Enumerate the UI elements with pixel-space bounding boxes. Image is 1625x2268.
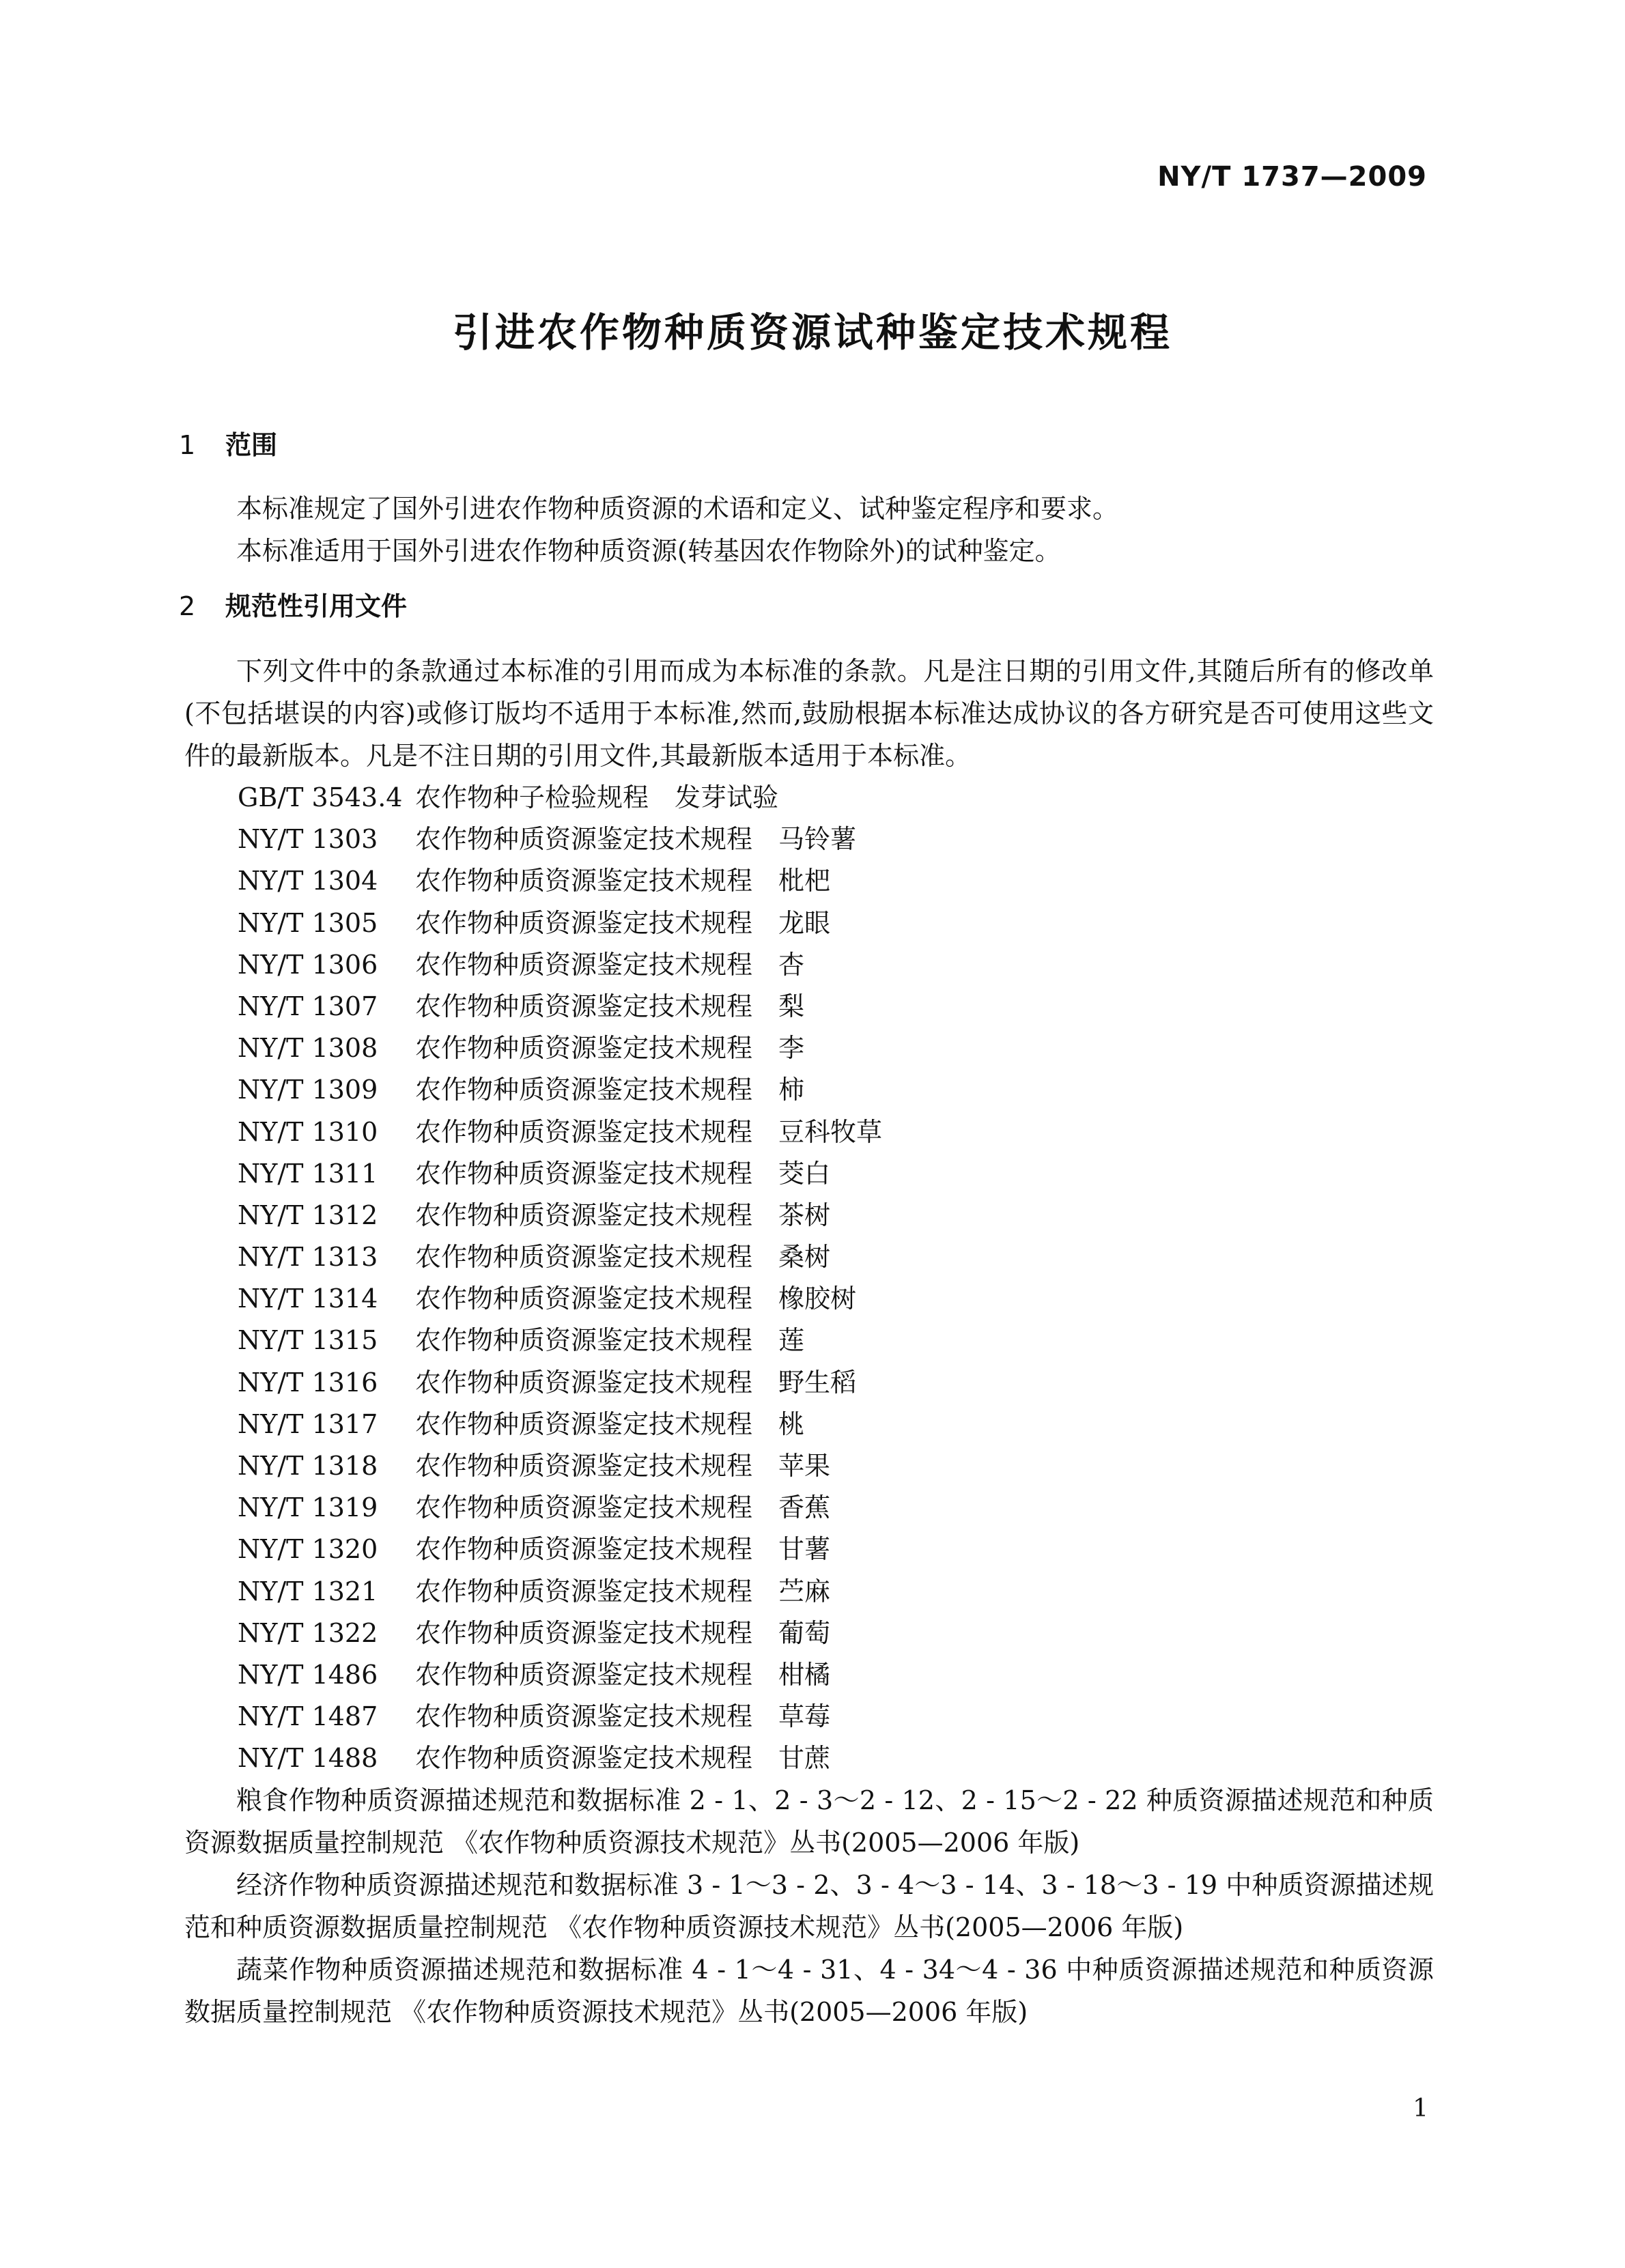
reference-subject: 龙眼 — [778, 907, 831, 938]
reference-item — [238, 1654, 882, 1696]
reference-title: 农作物种质资源鉴定技术规程 — [415, 1325, 753, 1356]
reference-code: NY/T 1309 — [238, 1075, 378, 1105]
reference-item — [238, 1153, 882, 1195]
reference-item — [238, 986, 882, 1027]
reference-title: 农作物种质资源鉴定技术规程 — [415, 1534, 753, 1565]
reference-title: 农作物种质资源鉴定技术规程 — [415, 1659, 753, 1690]
reference-code: NY/T 1487 — [238, 1701, 378, 1732]
reference-code: NY/T 1320 — [238, 1534, 378, 1565]
reference-item — [238, 1320, 882, 1361]
reference-title: 农作物种质资源鉴定技术规程 — [415, 1242, 753, 1273]
reference-title: 农作物种子检验规程 — [415, 782, 649, 812]
section-title: 规范性引用文件 — [225, 591, 408, 621]
reference-subject: 草莓 — [778, 1701, 831, 1732]
reference-code: NY/T 1306 — [238, 949, 378, 980]
reference-item — [238, 1738, 882, 1779]
reference-title: 农作物种质资源鉴定技术规程 — [415, 1743, 753, 1774]
additional-reference-1: 粮食作物种质资源描述规范和数据标准 2 - 1、2 - 3～2 - 12、2 - 15～2 - 22 种质资源描述规范和种质资源数据质量控制规范 《农作物种质资源技术规范》丛书(2005—2006 年版) — [184, 1785, 1434, 1858]
reference-code: NY/T 1304 — [238, 866, 378, 896]
section-heading-references — [179, 586, 407, 627]
reference-item — [238, 1529, 882, 1570]
reference-item — [238, 860, 882, 902]
additional-reference-3: 蔬菜作物种质资源描述规范和数据标准 4 - 1～4 - 31、4 - 34～4 - 36 中种质资源描述规范和种质资源数据质量控制规范 《农作物种质资源技术规范》丛书(2005—2006 年版) — [184, 1955, 1434, 2027]
reference-title: 农作物种质资源鉴定技术规程 — [415, 866, 753, 896]
reference-title: 农作物种质资源鉴定技术规程 — [415, 1576, 753, 1606]
reference-item — [238, 1362, 882, 1404]
reference-subject: 豆科牧草 — [778, 1116, 883, 1147]
reference-code: NY/T 1313 — [238, 1242, 378, 1273]
reference-code: NY/T 1315 — [238, 1325, 378, 1356]
reference-subject: 马铃薯 — [778, 824, 857, 855]
reference-title: 农作物种质资源鉴定技术规程 — [415, 1617, 753, 1648]
reference-subject: 桑树 — [778, 1242, 831, 1273]
reference-subject: 李 — [778, 1033, 805, 1064]
reference-code: GB/T 3543.4 — [238, 782, 403, 812]
document-title: 引进农作物种质资源试种鉴定技术规程 — [452, 309, 1172, 356]
section-number: 2 — [179, 591, 196, 621]
reference-item — [238, 777, 882, 819]
section-heading-scope — [179, 425, 277, 466]
reference-item — [238, 903, 882, 944]
reference-subject: 茭白 — [778, 1158, 831, 1189]
reference-subject: 葡萄 — [778, 1617, 831, 1648]
reference-subject: 柿 — [778, 1075, 805, 1105]
reference-title: 农作物种质资源鉴定技术规程 — [415, 1408, 753, 1439]
reference-item — [238, 1278, 882, 1320]
reference-subject: 茶树 — [778, 1200, 831, 1230]
reference-title: 农作物种质资源鉴定技术规程 — [415, 1158, 753, 1189]
reference-title: 农作物种质资源鉴定技术规程 — [415, 1451, 753, 1481]
reference-title: 农作物种质资源鉴定技术规程 — [415, 1492, 753, 1523]
reference-subject: 发芽试验 — [675, 782, 779, 812]
reference-item — [238, 1111, 882, 1153]
reference-title: 农作物种质资源鉴定技术规程 — [415, 1284, 753, 1314]
references-intro: 下列文件中的条款通过本标准的引用而成为本标准的条款。凡是注日期的引用文件,其随后所有的修改单(不包括堪误的内容)或修订版均不适用于本标准,然而,鼓励根据本标准达成协议的各方研究是否可使用这些文件的最新版本。凡是不注日期的引用文件,其最新版本适用于本标准。 — [184, 656, 1434, 771]
reference-title: 农作物种质资源鉴定技术规程 — [415, 1367, 753, 1398]
reference-item — [238, 1487, 882, 1529]
reference-code: NY/T 1312 — [238, 1200, 378, 1230]
scope-paragraph-1: 本标准规定了国外引进农作物种质资源的术语和定义、试种鉴定程序和要求。 — [236, 494, 1119, 524]
scope-paragraph-2: 本标准适用于国外引进农作物种质资源(转基因农作物除外)的试种鉴定。 — [236, 536, 1061, 566]
reference-subject: 橡胶树 — [778, 1284, 857, 1314]
reference-subject: 甘薯 — [778, 1534, 831, 1565]
reference-subject: 柑橘 — [778, 1659, 831, 1690]
reference-code: NY/T 1488 — [238, 1743, 378, 1774]
reference-code: NY/T 1316 — [238, 1367, 378, 1398]
reference-title: 农作物种质资源鉴定技术规程 — [415, 1200, 753, 1230]
reference-code: NY/T 1303 — [238, 824, 378, 855]
reference-title: 农作物种质资源鉴定技术规程 — [415, 1033, 753, 1064]
page-number: 1 — [1413, 2095, 1428, 2123]
reference-item — [238, 1404, 882, 1445]
reference-item — [238, 1236, 882, 1278]
reference-title: 农作物种质资源鉴定技术规程 — [415, 824, 753, 855]
reference-item — [238, 1027, 882, 1069]
reference-code: NY/T 1305 — [238, 907, 378, 938]
reference-code: NY/T 1310 — [238, 1116, 378, 1147]
reference-item — [238, 1445, 882, 1487]
reference-item — [238, 1613, 882, 1654]
reference-code: NY/T 1321 — [238, 1576, 378, 1606]
section-number: 1 — [179, 430, 196, 460]
reference-subject: 莲 — [778, 1325, 805, 1356]
reference-code: NY/T 1307 — [238, 991, 378, 1021]
reference-code: NY/T 1311 — [238, 1158, 378, 1189]
reference-subject: 香蕉 — [778, 1492, 831, 1523]
reference-subject: 桃 — [778, 1408, 805, 1439]
reference-subject: 杏 — [778, 949, 805, 980]
reference-title: 农作物种质资源鉴定技术规程 — [415, 949, 753, 980]
reference-code: NY/T 1319 — [238, 1492, 378, 1523]
reference-code: NY/T 1308 — [238, 1033, 378, 1064]
reference-subject: 苹果 — [778, 1451, 831, 1481]
reference-code: NY/T 1317 — [238, 1408, 378, 1439]
reference-subject: 枇杷 — [778, 866, 831, 896]
reference-title: 农作物种质资源鉴定技术规程 — [415, 1116, 753, 1147]
reference-item — [238, 819, 882, 860]
reference-item — [238, 1069, 882, 1111]
reference-title: 农作物种质资源鉴定技术规程 — [415, 991, 753, 1021]
reference-item — [238, 944, 882, 986]
reference-item — [238, 1571, 882, 1613]
reference-code: NY/T 1486 — [238, 1659, 378, 1690]
reference-subject: 甘蔗 — [778, 1743, 831, 1774]
reference-code: NY/T 1318 — [238, 1451, 378, 1481]
additional-reference-2: 经济作物种质资源描述规范和数据标准 3 - 1～3 - 2、3 - 4～3 - 14、3 - 18～3 - 19 中种质资源描述规范和种质资源数据质量控制规范 《农作物种质资源技术规范》丛书(2005—2006 年版) — [184, 1870, 1434, 1942]
reference-list — [238, 777, 882, 1780]
reference-subject: 梨 — [778, 991, 805, 1021]
reference-item — [238, 1195, 882, 1236]
reference-title: 农作物种质资源鉴定技术规程 — [415, 907, 753, 938]
reference-code: NY/T 1314 — [238, 1284, 378, 1314]
reference-title: 农作物种质资源鉴定技术规程 — [415, 1701, 753, 1732]
standard-code: NY/T 1737—2009 — [1157, 161, 1427, 193]
reference-title: 农作物种质资源鉴定技术规程 — [415, 1075, 753, 1105]
reference-code: NY/T 1322 — [238, 1617, 378, 1648]
reference-subject: 野生稻 — [778, 1367, 857, 1398]
reference-item — [238, 1696, 882, 1738]
reference-subject: 苎麻 — [778, 1576, 831, 1606]
section-title: 范围 — [225, 430, 278, 460]
